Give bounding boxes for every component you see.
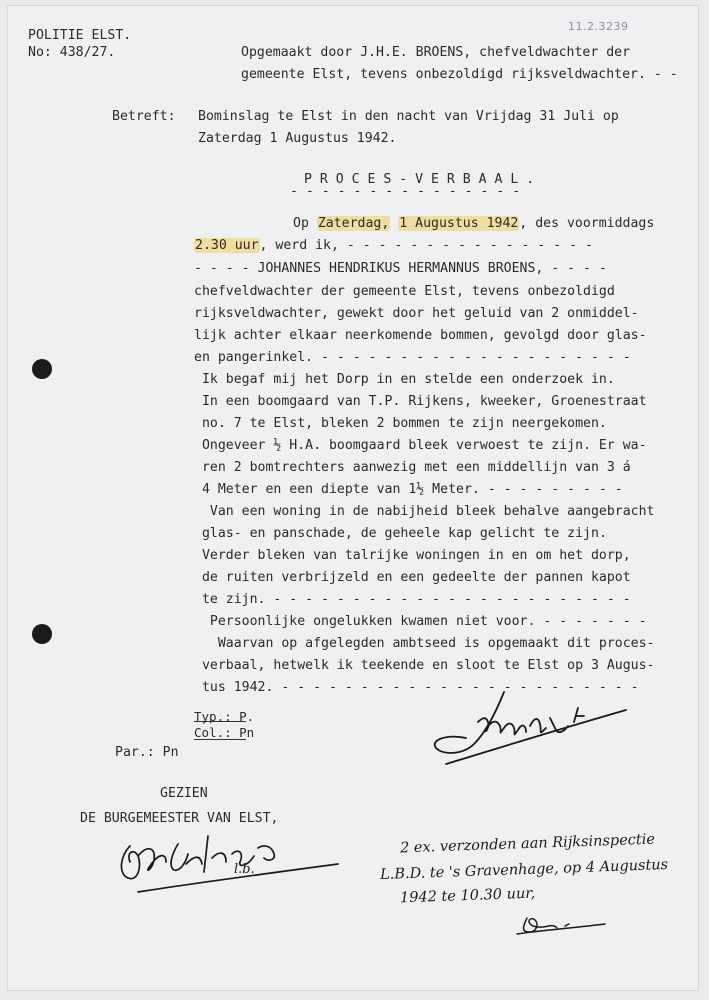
body-line-4: chefveldwachter der gemeente Elst, tevens onbezoldigd (194, 284, 615, 299)
body-line-10: no. 7 te Elst, bleken 2 bommen te zijn neergekomen. (194, 416, 607, 431)
subject-line-1: Bominslag te Elst in den nacht van Vrijdag 31 Juli op (198, 109, 619, 124)
body-text: , des voormiddags (519, 216, 655, 231)
handwritten-note-line-1: 2 ex. verzonden aan Rijksinspectie (399, 831, 656, 857)
body-line-18: te zijn. - - - - - - - - - - - - - - - - - - - - - - - (194, 592, 631, 607)
body-line-19: Persoonlijke ongelukken kwamen niet voor. - - - - - - - (194, 614, 647, 629)
dispatch-initials (513, 910, 613, 940)
body-line-7: en pangerinkel. - - - - - - - - - - - - - - - - - - - - (194, 350, 631, 365)
body-line-22: tus 1942. - - - - - - - - - - - - - - - - - - - - - - - (194, 680, 639, 695)
body-text: Op (293, 216, 317, 231)
body-line-1 (293, 216, 654, 231)
body-text: , werd ik, - - - - - - - - - - - - - - - - (259, 238, 593, 253)
subject-line-2: Zaterdag 1 Augustus 1942. (198, 131, 397, 146)
body-line-13: 4 Meter en een diepte van 1½ Meter. - - - - - - - - - (194, 482, 623, 497)
body-line-14: Van een woning in de nabijheid bleek behalve aangebracht (194, 504, 655, 519)
body-line-12: ren 2 bomtrechters aanwezig met een middellijn van 3 á (194, 460, 631, 475)
highlighted-day: Zaterdag, (317, 216, 390, 231)
punch-hole-top (32, 359, 52, 379)
highlighted-date: 1 Augustus 1942 (399, 216, 519, 231)
officer-signature (426, 682, 636, 772)
body-line-11: Ongeveer ½ H.A. boomgaard bleek verwoest te zijn. Er wa- (194, 438, 647, 453)
body-line-16: Verder bleken van talrijke woningen in en om het dorp, (194, 548, 631, 563)
seen-label: GEZIEN (160, 786, 208, 801)
prepared-by-line-2: gemeente Elst, tevens onbezoldigd rijksveldwachter. - - (241, 67, 678, 82)
body-line-5: rijksveldwachter, gewekt door het geluid van 2 onmiddel- (194, 306, 639, 321)
paraph-mark: Par.: Pn (115, 745, 179, 760)
document-number: No: 438/27. (28, 45, 116, 60)
punch-hole-bottom (32, 624, 52, 644)
subject-label: Betreft: (112, 109, 176, 124)
typist-underline (194, 721, 246, 722)
body-line-15: glas- en panschade, de geheele kap gelicht te zijn. (194, 526, 607, 541)
title-underline: - - - - - - - - - - - - - - - (290, 184, 521, 199)
prepared-by-line-1: Opgemaakt door J.H.E. BROENS, chefveldwachter der (241, 45, 631, 60)
collation-underline (194, 739, 246, 740)
mayor-signature (108, 826, 348, 902)
body-line-9: In een boomgaard van T.P. Rijkens, kweeker, Groenestraat (194, 394, 647, 409)
body-line-3: - - - - JOHANNES HENDRIKUS HERMANNUS BROENS, - - - - (194, 261, 607, 276)
document-page (8, 6, 698, 990)
body-line-21: verbaal, hetwelk ik teekende en sloot te Elst op 3 Augus- (194, 658, 655, 673)
body-line-17: de ruiten verbrijzeld en een gedeelte der pannen kapot (194, 570, 631, 585)
archive-stamp: 11.2.3239 (568, 20, 629, 33)
highlighted-time: 2.30 uur (195, 238, 259, 253)
body-line-6: lijk achter elkaar neerkomende bommen, gevolgd door glas- (194, 328, 647, 343)
body-line-2 (194, 238, 593, 253)
collation-mark: Col.: Pn (194, 725, 255, 740)
mayor-lb: l.b. (234, 862, 255, 877)
body-line-8: Ik begaf mij het Dorp in en stelde een onderzoek in. (194, 372, 615, 387)
police-office: POLITIE ELST. (28, 28, 132, 43)
typist-mark: Typ.: P. (194, 709, 255, 724)
handwritten-note-line-2: L.B.D. te 's Gravenhage, op 4 Augustus (379, 856, 669, 884)
mayor-title: DE BURGEMEESTER VAN ELST, (80, 811, 279, 826)
handwritten-note-line-3: 1942 te 10.30 uur, (399, 885, 536, 907)
body-line-20: Waarvan op afgelegden ambtseed is opgemaakt dit proces- (194, 636, 655, 651)
document-title: P R O C E S - V E R B A A L . (304, 172, 535, 187)
